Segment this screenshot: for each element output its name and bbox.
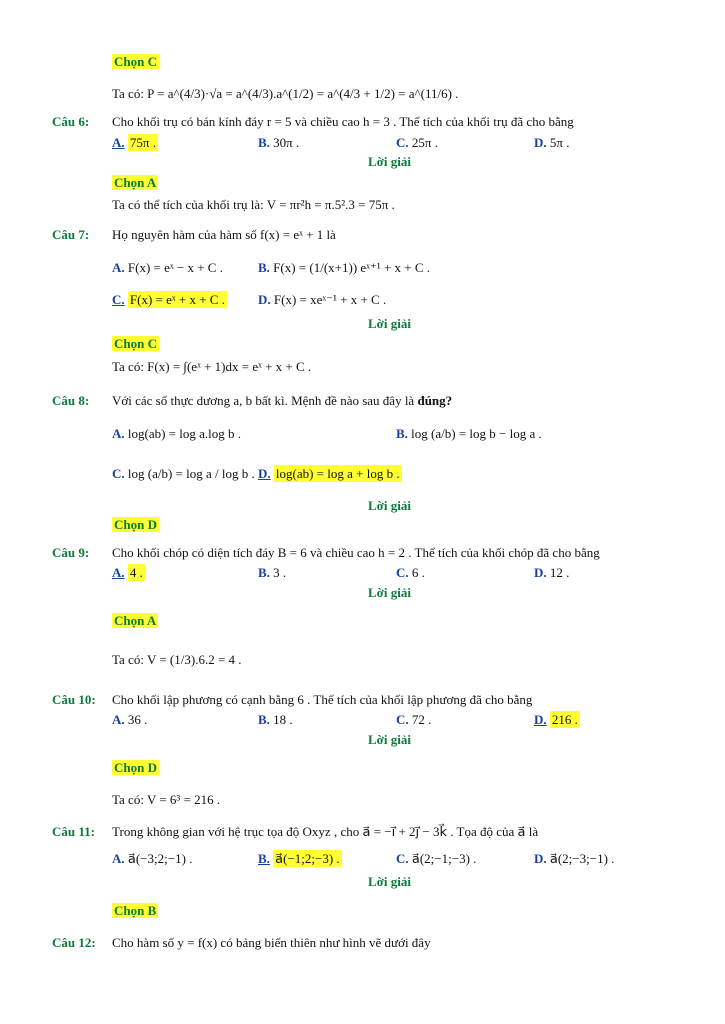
option-a <box>112 565 145 581</box>
answer-label: Chọn A <box>114 175 157 190</box>
solution-heading: Lời giải <box>368 316 411 331</box>
option-c <box>396 851 476 867</box>
answer-label: Chọn D <box>114 517 157 532</box>
option-c <box>112 292 227 308</box>
option-a <box>112 851 192 867</box>
answer-label: Chọn B <box>114 903 157 918</box>
option-value: 36 . <box>127 712 148 727</box>
option-value: F(x) = eˣ + x + C . <box>129 292 225 307</box>
option-letter: C. <box>396 851 409 866</box>
question-body: Với các số thực dương a, b bất kì. Mệnh đề nào sau đây là <box>112 393 415 408</box>
option-a <box>112 260 223 276</box>
option-value: 30π . <box>273 135 300 150</box>
question-number: Câu 10: <box>52 692 96 707</box>
option-c <box>396 712 431 728</box>
option-b <box>258 135 299 151</box>
option-value: a⃗(2;−1;−3) . <box>411 851 477 866</box>
solution-heading: Lời giải <box>368 498 411 513</box>
option-letter: A. <box>112 135 125 150</box>
answer <box>112 613 158 629</box>
option-value: a⃗(2;−3;−1) . <box>549 851 615 866</box>
option-letter: D. <box>534 851 547 866</box>
answer <box>112 517 159 533</box>
option-letter: D. <box>534 565 547 580</box>
option-d <box>534 851 614 867</box>
option-letter: D. <box>258 292 271 307</box>
option-d <box>534 712 580 728</box>
option-value: 4 . <box>129 565 143 580</box>
option-value: 75π . <box>129 135 156 150</box>
answer-label: Chọn D <box>114 760 157 775</box>
question-text: Họ nguyên hàm của hàm số f(x) = eˣ + 1 là <box>112 227 336 242</box>
option-letter: B. <box>258 260 270 275</box>
question-number: Câu 8: <box>52 393 90 408</box>
solution-heading: Lời giải <box>368 874 411 889</box>
option-value: 6 . <box>411 565 425 580</box>
option-letter: A. <box>112 712 125 727</box>
solution-text: Ta có: V = 6³ = 216 . <box>112 792 221 807</box>
solution-text: Ta có thể tích của khối trụ là: V = πr²h = π.5².3 = 75π . <box>112 197 395 212</box>
option-value: a⃗(−1;2;−3) . <box>275 851 340 866</box>
option-value: 12 . <box>549 565 570 580</box>
option-b <box>396 426 542 442</box>
option-letter: A. <box>112 426 125 441</box>
answer-label: Chọn C <box>114 336 157 351</box>
solution-heading: Lời giải <box>368 154 411 169</box>
answer <box>112 336 159 352</box>
option-letter: C. <box>396 565 409 580</box>
option-value: a⃗(−3;2;−1) . <box>127 851 193 866</box>
question-text: Trong không gian với hệ trục tọa độ Oxyz , cho a⃗ = −i⃗ + 2j⃗ − 3k⃗ . Tọa độ của a⃗ là <box>112 824 539 839</box>
answer-label: Chọn C <box>114 54 157 69</box>
option-value: 3 . <box>273 565 287 580</box>
question-text <box>112 393 452 409</box>
option-letter: B. <box>258 712 270 727</box>
option-letter: D. <box>534 135 547 150</box>
option-value: log (a/b) = log b − log a . <box>411 426 542 441</box>
solution-text: Ta có: V = (1/3).6.2 = 4 . <box>112 652 242 667</box>
option-letter: C. <box>396 712 409 727</box>
option-value: log(ab) = log a.log b . <box>127 426 242 441</box>
question-number: Câu 6: <box>52 114 90 129</box>
option-a <box>112 426 241 442</box>
option-c <box>396 135 438 151</box>
option-letter: A. <box>112 565 125 580</box>
option-value: 5π . <box>549 135 570 150</box>
option-b <box>258 260 430 276</box>
question-text: Cho hàm số y = f(x) có bảng biến thiên như hình vẽ dưới đây <box>112 935 431 950</box>
question-number: Câu 9: <box>52 545 90 560</box>
option-letter: C. <box>112 292 125 307</box>
option-value: 216 . <box>551 712 578 727</box>
option-value: F(x) = eˣ − x + C . <box>127 260 223 275</box>
question-text: Cho khối lập phương có cạnh bằng 6 . Thể tích của khối lập phương đã cho bằng <box>112 692 533 707</box>
option-c <box>396 565 425 581</box>
answer <box>112 760 159 776</box>
option-letter: C. <box>396 135 409 150</box>
option-letter: D. <box>534 712 547 727</box>
question-number: Câu 11: <box>52 824 95 839</box>
option-d <box>534 565 569 581</box>
option-b <box>258 712 293 728</box>
option-d <box>258 466 402 482</box>
option-letter: B. <box>396 426 408 441</box>
answer <box>112 175 158 191</box>
option-letter: A. <box>112 260 125 275</box>
question-text: Cho khối trụ có bán kính đáy r = 5 và chiều cao h = 3 . Thể tích của khối trụ đã cho bằng <box>112 114 574 129</box>
option-c <box>112 466 255 482</box>
question-number: Câu 12: <box>52 935 96 950</box>
option-a <box>112 135 158 151</box>
chon-c-prev <box>112 54 159 70</box>
option-letter: C. <box>112 466 125 481</box>
option-value: 25π . <box>411 135 438 150</box>
solution-prev <box>112 86 458 102</box>
question-text: Cho khối chóp có diện tích đáy B = 6 và chiều cao h = 2 . Thể tích của khối chóp đã cho bằng <box>112 545 600 560</box>
answer-label: Chọn A <box>114 613 157 628</box>
question-number: Câu 7: <box>52 227 90 242</box>
option-value: 18 . <box>273 712 293 727</box>
option-value: 72 . <box>411 712 432 727</box>
solution-heading: Lời giải <box>368 585 411 600</box>
solution-heading: Lời giải <box>368 732 411 747</box>
option-b <box>258 851 342 867</box>
option-d <box>258 292 386 308</box>
question-emphasis: đúng? <box>417 393 453 408</box>
option-value: F(x) = xeˣ⁻¹ + x + C . <box>273 292 387 307</box>
option-value: F(x) = (1/(x+1)) eˣ⁺¹ + x + C . <box>273 260 431 275</box>
option-b <box>258 565 286 581</box>
solution-text: Ta có: F(x) = ∫(eˣ + 1)dx = eˣ + x + C . <box>112 359 312 374</box>
option-letter: B. <box>258 851 270 866</box>
option-letter: D. <box>258 466 271 481</box>
option-value: log(ab) = log a + log b . <box>275 466 400 481</box>
option-a <box>112 712 147 728</box>
option-letter: A. <box>112 851 125 866</box>
answer <box>112 903 158 919</box>
option-letter: B. <box>258 135 270 150</box>
option-letter: B. <box>258 565 270 580</box>
option-value: log (a/b) = log a / log b . <box>127 466 255 481</box>
solution-text: Ta có: P = a^(4/3)·√a = a^(4/3).a^(1/2) = a^(4/3 + 1/2) = a^(11/6) . <box>112 86 459 101</box>
option-d <box>534 135 569 151</box>
